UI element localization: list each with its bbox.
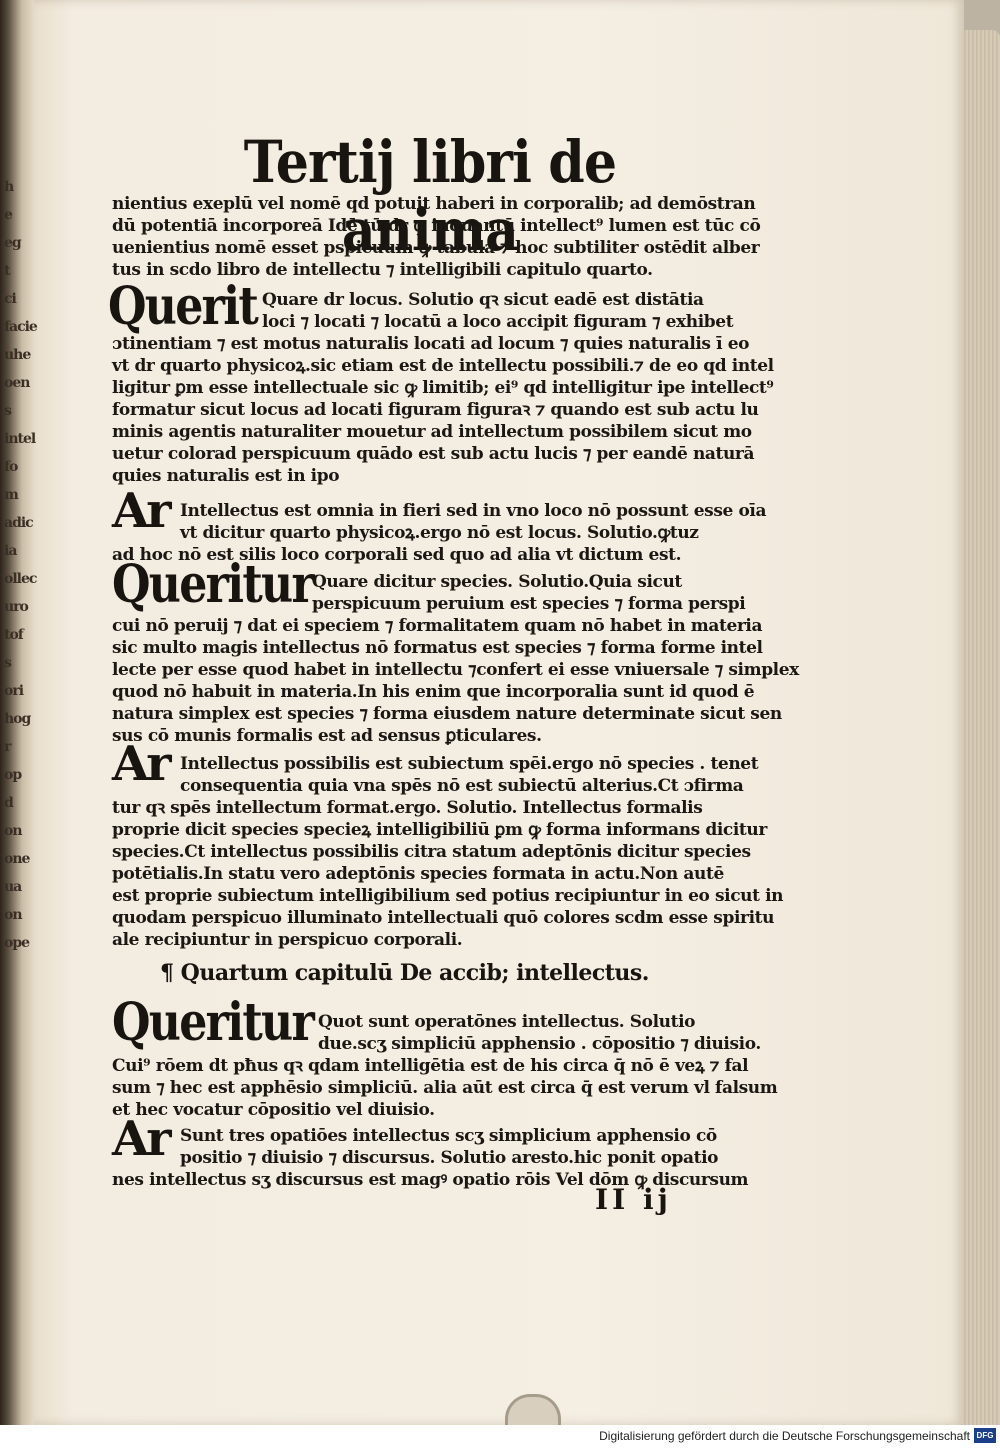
left-page-text: uhe — [4, 347, 31, 363]
queritur-line: natura simplex est species ⁊ forma eiusdem nature determinate sicut sen — [112, 704, 782, 724]
queritur-line: quod nō habuit in materia.In his enim que incorporalia sunt id quod ē — [112, 682, 755, 702]
querit-initial: Querit — [108, 276, 258, 337]
ar-line: Intellectus possibilis est subiectum spēi.ergo nō species . tenet — [180, 754, 759, 774]
left-page-text: on — [4, 823, 22, 839]
left-page-text: ope — [4, 935, 30, 951]
querit-line: vt dr quarto physicoꝝ.sic etiam est de intellectu possibili.⁊ de eo qd intel — [112, 356, 774, 376]
left-page-text: facie — [4, 319, 37, 335]
left-page-text: uro — [4, 599, 28, 615]
ar-line: Sunt tres opatiōes intellectus scʒ simplicium apphensio cō — [180, 1126, 717, 1146]
querit-line: Quare dr locus. Solutio qꝛ sicut eadē est distātia — [262, 290, 704, 310]
left-page-text: fo — [4, 459, 18, 475]
left-page-text: m — [4, 487, 18, 503]
querit-line: uetur colorad perspicuum quādo est sub actu lucis ⁊ per eandē naturā — [112, 444, 755, 464]
footer-credit: Digitalisierung gefördert durch die Deutsche Forschungsgemeinschaft — [599, 1429, 970, 1443]
ar-line: Intellectus est omnia in fieri sed in vno loco nō possunt esse oīa — [180, 501, 767, 521]
ar-initial: Ar — [112, 1111, 169, 1167]
queritur-line: perspicuum peruium est species ⁊ forma perspi — [312, 594, 746, 614]
page-edges — [962, 30, 1000, 1425]
ar-initial: Ar — [112, 483, 169, 539]
left-page-text: one — [4, 851, 30, 867]
ar-line: proprie dicit species specieꝝ intelligibiliū ꝑm ꝙ forma informans dicitur — [112, 820, 767, 840]
left-page-text: ia — [4, 543, 17, 559]
ar-line: nes intellectus sʒ discursus est magꝰ opatio rōis Vel dōm ꝙ discursum — [112, 1170, 749, 1190]
ar-line: vt dicitur quarto physicoꝝ.ergo nō est locus. Solutio.ꝙtuz — [180, 523, 699, 543]
intro-line: nientius exeplū vel nomē qd potuit haberi in corporalib; ad demōstran — [112, 194, 756, 214]
left-page-text: on — [4, 907, 22, 923]
dfg-logo: DFG — [974, 1428, 996, 1443]
querit-line: formatur sicut locus ad locati figuram figuraꝛ ⁊ quando est sub actu lu — [112, 400, 759, 420]
querit-line: ligitur ꝑm esse intellectuale sic ꝙ limitib; ei⁹ qd intelligitur ipe intellect⁹ — [112, 378, 774, 398]
ar-line: quodam perspicuo illuminato intellectuali quō colores scdm esse spiritu — [112, 908, 775, 928]
queritur-line: Quot sunt operatōnes intellectus. Solutio — [318, 1012, 696, 1032]
left-page-text: oen — [4, 375, 30, 391]
queritur-line: sus cō munis formalis est ad sensus ꝑticulares. — [112, 726, 542, 746]
signature-mark: II ij — [595, 1183, 672, 1216]
queritur-line: due.scʒ simpliciū apphensio . cōpositio ⁊ diuisio. — [318, 1034, 761, 1054]
left-page-text: s — [4, 655, 11, 671]
queritur-initial: Queritur — [112, 554, 314, 615]
intro-line: dū potentiā incorporeā Idē tū dr ꝙ inquantū intellect⁹ lumen est tūc cō — [112, 216, 761, 236]
left-page-text: e — [4, 207, 12, 223]
queritur-line: et hec vocatur cōpositio vel diuisio. — [112, 1100, 435, 1120]
left-page-text: d — [4, 795, 13, 811]
queritur-line: cui nō peruij ⁊ dat ei speciem ⁊ formalitatem quam nō habet in materia — [112, 616, 763, 636]
queritur-initial: Queritur — [112, 992, 314, 1053]
left-page-text: eg — [4, 235, 21, 251]
querit-line: loci ⁊ locati ⁊ locatū a loco accipit figuram ⁊ exhibet — [262, 312, 734, 332]
querit-line: quies naturalis est in ipo — [112, 466, 340, 486]
left-page-text: ua — [4, 879, 22, 895]
left-page-text: adic — [4, 515, 33, 531]
ar-line: ale recipiuntur in perspicuo corporali. — [112, 930, 463, 950]
left-page-text: hog — [4, 711, 31, 727]
ar-line: tur qꝛ spēs intellectum format.ergo. Solutio. Intellectus formalis — [112, 798, 703, 818]
queritur-line: Cui⁹ rōem dt pħus qꝛ qdam intelligētia est de his circa q̄ nō ē veꝝ ⁊ fal — [112, 1056, 749, 1076]
left-page-text: h — [4, 179, 14, 195]
queritur-line: sic multo magis intellectus nō formatus est species ⁊ forma forme intel — [112, 638, 763, 658]
left-page-text: tof — [4, 627, 23, 643]
queritur-line: sum ⁊ hec est apphēsio simpliciū. alia aūt est circa q̄ est verum vl falsum — [112, 1078, 778, 1098]
ar-line: est proprie subiectum intelligibilium sed potius recipiuntur in eo sicut in — [112, 886, 784, 906]
intro-line: uenientius nomē esset pspicuum ꝙ tabula ⁊ hoc subtiliter ostēdit alber — [112, 238, 760, 258]
left-page-text: r — [4, 739, 11, 755]
left-page-text: ori — [4, 683, 24, 699]
ar-line: positio ⁊ diuisio ⁊ discursus. Solutio aresto.hic ponit opatio — [180, 1148, 719, 1168]
querit-line: ɔtinentiam ⁊ est motus naturalis locati ad locum ⁊ quies naturalis ī eo — [112, 334, 750, 354]
ar-initial: Ar — [112, 736, 169, 792]
queritur-line: lecte per esse quod habet in intellectu ⁊confert ei esse vniuersale ⁊ simplex — [112, 660, 799, 680]
ar-line: ad hoc nō est silis loco corporali sed quo ad alia vt dictum est. — [112, 545, 682, 565]
intro-line: tus in scdo libro de intellectu ⁊ intelligibili capitulo quarto. — [112, 260, 653, 280]
chapter-heading: ¶ Quartum capitulū De accib; intellectus. — [160, 960, 649, 986]
ar-line: potētialis.In statu vero adeptōnis species formata in actu.Non autē — [112, 864, 724, 884]
left-page-text: intel — [4, 431, 36, 447]
left-page-fragment — [0, 150, 42, 1050]
ar-line: consequentia quia vna spēs nō est subiectū alterius.Ct ɔfirma — [180, 776, 744, 796]
left-page-text: op — [4, 767, 22, 783]
left-page-text: s — [4, 403, 11, 419]
querit-line: minis agentis naturaliter mouetur ad intellectum possibilem sicut mo — [112, 422, 752, 442]
ar-line: species.Ct intellectus possibilis citra statum adeptōnis dicitur species — [112, 842, 751, 862]
left-page-text: ollec — [4, 571, 37, 587]
left-page-text: t — [4, 263, 10, 279]
running-title: Tertij libri de anima — [243, 128, 617, 264]
left-page-text: ci — [4, 291, 16, 307]
queritur-line: Quare dicitur species. Solutio.Quia sicut — [312, 572, 682, 592]
